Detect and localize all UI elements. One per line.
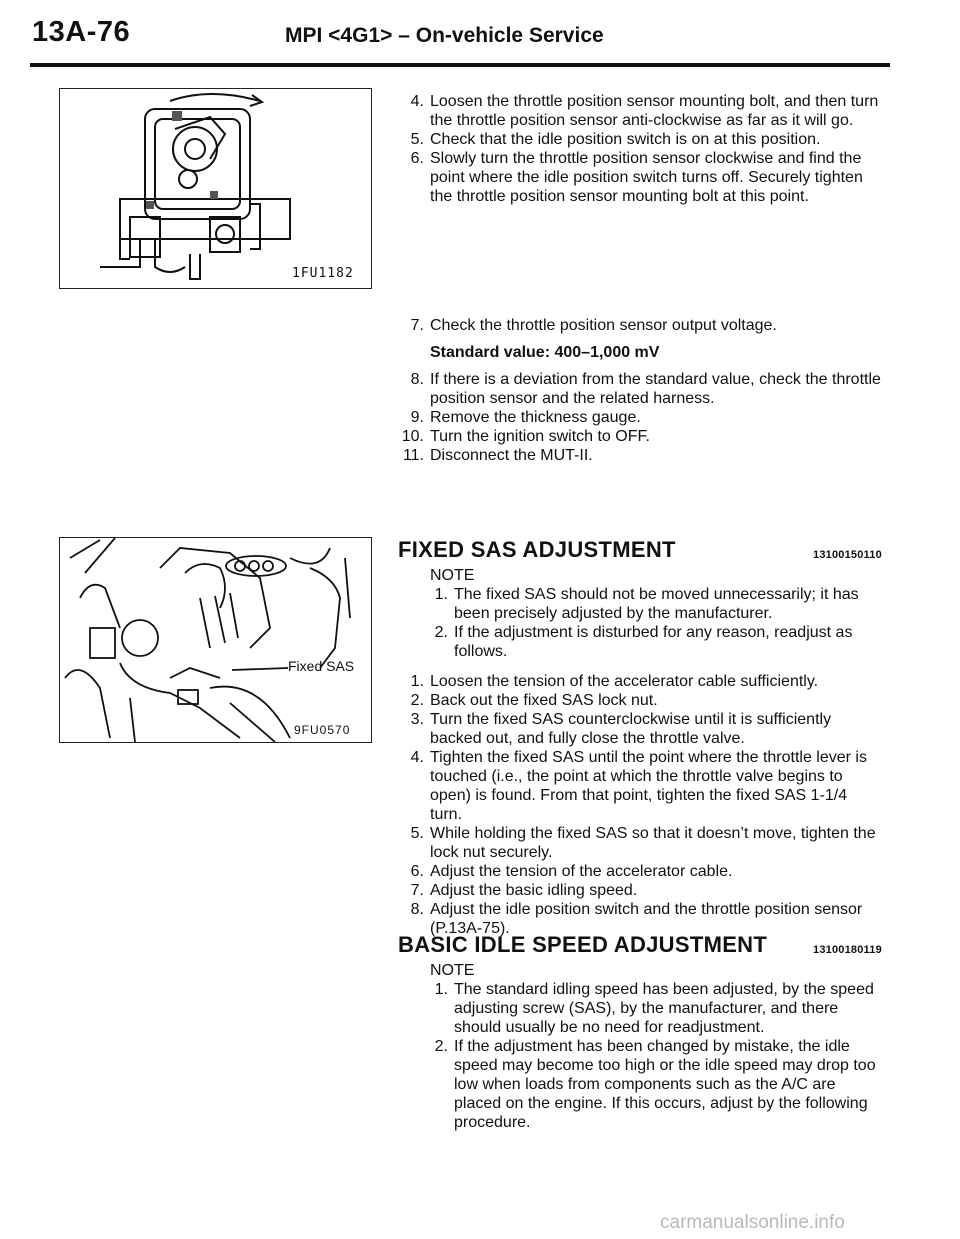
list-item	[398, 149, 883, 206]
section-code: 13100180119	[813, 944, 882, 956]
note-number: 1.	[434, 981, 448, 998]
step-number: 11.	[402, 447, 424, 464]
note-text: The fixed SAS should not be moved unnecessarily; it has been precisely adjusted by the manufacturer.	[454, 586, 859, 622]
section-heading-basic-idle: BASIC IDLE SPEED ADJUSTMENT	[398, 932, 768, 957]
list-item	[398, 710, 883, 748]
steps-group-a	[398, 92, 883, 206]
note-number: 1.	[434, 586, 448, 603]
note-label: NOTE	[430, 567, 475, 584]
list-item	[398, 824, 883, 862]
list-item	[430, 1037, 883, 1132]
step-number: 4.	[410, 749, 424, 766]
note-number: 2.	[434, 1038, 448, 1055]
list-item	[398, 370, 883, 408]
list-item	[398, 672, 883, 691]
list-item	[398, 446, 883, 465]
throttle-body-fixed-sas-illustration-icon	[60, 538, 371, 742]
step-text: Check the throttle position sensor output voltage.	[430, 317, 777, 334]
step-text: Adjust the idle position switch and the throttle position sensor (P.13A-75).	[430, 901, 863, 937]
list-item	[398, 881, 883, 900]
page-title: MPI <4G1> – On-vehicle Service	[285, 24, 604, 47]
figure-fixed-sas	[59, 537, 372, 743]
fixed-sas-steps	[398, 672, 883, 938]
step-number: 8.	[410, 371, 424, 388]
step-text: Turn the ignition switch to OFF.	[430, 428, 650, 445]
step-text: While holding the fixed SAS so that it doesn’t move, tighten the lock nut securely.	[430, 825, 876, 861]
step-number: 3.	[410, 711, 424, 728]
step-text: Tighten the fixed SAS until the point where the throttle lever is touched (i.e., the point at which the throttle valve begins to open) is found. From that point, tighten the fixed SAS 1-1/4 turn.	[430, 749, 867, 823]
section-heading-fixed-sas: FIXED SAS ADJUSTMENT	[398, 537, 676, 562]
step-text: Check that the idle position switch is on at this position.	[430, 131, 821, 148]
note-text: If the adjustment is disturbed for any reason, readjust as follows.	[454, 624, 853, 660]
step-number: 6.	[410, 150, 424, 167]
list-item	[398, 408, 883, 427]
step-number: 8.	[410, 901, 424, 918]
step-number: 2.	[410, 692, 424, 709]
step-number: 6.	[410, 863, 424, 880]
step-number: 9.	[410, 409, 424, 426]
list-item	[398, 862, 883, 881]
list-item	[430, 623, 883, 661]
step-number: 5.	[410, 131, 424, 148]
fixed-sas-callout-label: Fixed SAS	[288, 658, 355, 674]
page-number: 13A-76	[32, 16, 131, 48]
step-number: 7.	[410, 882, 424, 899]
note-text: The standard idling speed has been adjusted, by the speed adjusting screw (SAS), by the manufacturer, and there should usually be no need for readjustment.	[454, 981, 874, 1036]
list-item	[398, 92, 883, 130]
step-text: Slowly turn the throttle position sensor clockwise and find the point where the idle position switch turns off. Securely tighten the throttle position sensor mounting bolt at this point.	[430, 150, 863, 205]
section-code: 13100150110	[813, 549, 882, 561]
watermark: carmanualsonline.info	[660, 1212, 845, 1233]
step-number: 5.	[410, 825, 424, 842]
step-number: 7.	[410, 317, 424, 334]
list-item	[430, 585, 883, 623]
step-number: 10.	[401, 428, 424, 445]
step-text: Adjust the basic idling speed.	[430, 882, 638, 899]
note-label: NOTE	[430, 962, 475, 979]
step-text: Adjust the tension of the accelerator cable.	[430, 863, 733, 880]
step-text: Disconnect the MUT-II.	[430, 447, 593, 464]
list-item	[430, 980, 883, 1037]
step-text: If there is a deviation from the standard value, check the throttle position sensor and the related harness.	[430, 371, 881, 407]
step-number: 1.	[410, 673, 424, 690]
list-item	[398, 748, 883, 824]
list-item	[398, 691, 883, 710]
note-text: If the adjustment has been changed by mistake, the idle speed may become too high or the idle speed may drop too low when loads from components such as the A/C are placed on the engine. If this occurs, adjust by the following procedure.	[454, 1038, 876, 1131]
step-text: Turn the fixed SAS counterclockwise until it is sufficiently backed out, and fully close the throttle valve.	[430, 711, 832, 747]
step-text: Back out the fixed SAS lock nut.	[430, 692, 658, 709]
step-number: 4.	[410, 93, 424, 110]
figure-throttle-position-sensor	[59, 88, 372, 289]
figure-code: 1FU1182	[292, 266, 354, 281]
basic-idle-note	[430, 961, 883, 1132]
fixed-sas-note	[430, 566, 883, 661]
standard-value: Standard value: 400–1,000 mV	[430, 344, 660, 361]
step-text: Loosen the tension of the accelerator cable sufficiently.	[430, 673, 819, 690]
throttle-body-tps-illustration-icon	[60, 89, 371, 288]
header-rule	[30, 63, 890, 67]
step-text: Remove the thickness gauge.	[430, 409, 641, 426]
list-item	[398, 130, 883, 149]
note-number: 2.	[434, 624, 448, 641]
list-item	[398, 427, 883, 446]
figure-code: 9FU0570	[294, 723, 351, 737]
list-item	[398, 316, 883, 335]
step-text: Loosen the throttle position sensor mounting bolt, and then turn the throttle position sensor anti-clockwise as far as it will go.	[430, 93, 879, 129]
steps-group-b	[398, 316, 883, 465]
